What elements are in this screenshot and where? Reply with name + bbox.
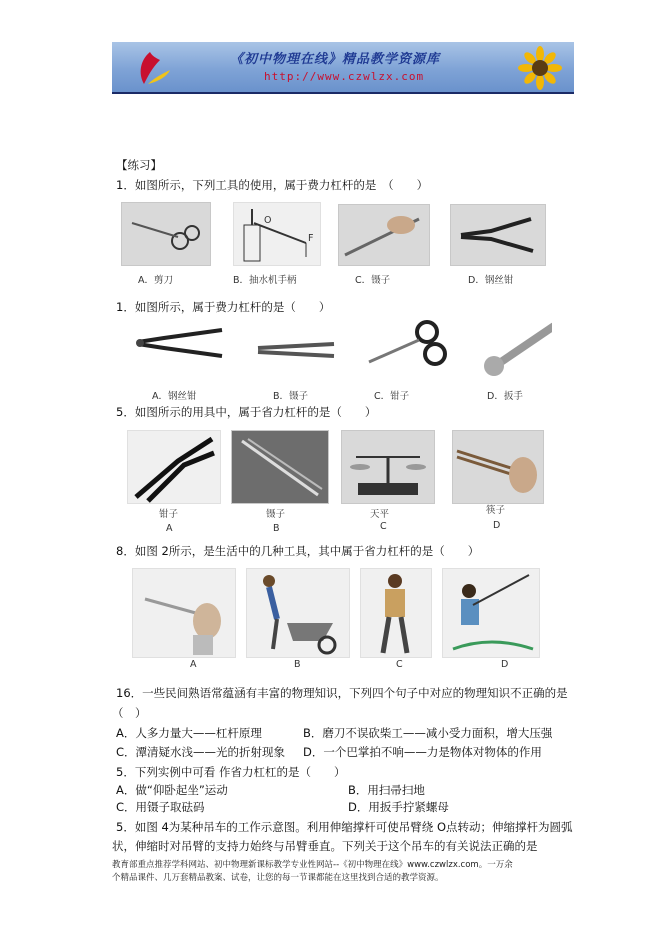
q4-letter-c: C — [396, 659, 403, 670]
footer-line2: 个精品课件、几万套精品教案、试卷，让您的每一节课都能在这里找到合适的教学资源。 — [112, 873, 444, 883]
q1-caption-a: A．剪刀 — [138, 275, 173, 286]
q7-line2: 状，伸缩时对吊臂的支持力始终与吊臂垂直。下列关于这个吊车的有关说法正确的是 — [112, 839, 538, 853]
q3-name-c: 天平 — [370, 509, 390, 520]
q6-option-d: D．用扳手拧紧螺母 — [348, 800, 449, 814]
q3-tweezers-image — [231, 430, 329, 504]
q5-option-b: B．磨刀不误砍柴工——减小受力面积，增大压强 — [303, 726, 553, 740]
q6-option-a: A．做“仰卧起坐”运动 — [116, 783, 228, 797]
q4-letter-d: D — [501, 659, 509, 670]
q1-text: 1．如图所示，下列工具的使用，属于费力杠杆的是 （ ） — [116, 178, 429, 192]
q3-letter-a: A — [166, 523, 173, 534]
q5-option-d: D．一个巴掌拍不响——力是物体对物体的作用 — [303, 745, 542, 759]
q4-person-image — [360, 568, 432, 658]
q2-caption-a: A．钢丝钳 — [152, 391, 197, 402]
hand-tweezers-icon — [133, 569, 235, 657]
q3-letter-d: D — [493, 520, 501, 531]
q3-chopsticks-image — [452, 430, 544, 504]
scissors-icon — [122, 203, 210, 265]
q5-paren: （ ） — [112, 706, 147, 720]
q6-text: 5．下列实例中可看 作省力杠杠的是（ ） — [116, 765, 346, 779]
q4-text: 8．如图 2所示，是生活中的几种工具，其中属于省力杠杆的是（ ） — [116, 544, 480, 558]
q2-caption-b: B．镊子 — [273, 391, 309, 402]
q1-caption-c: C．镊子 — [355, 275, 391, 286]
q3-text: 5．如图所示的用具中，属于省力杠杆的是（ ） — [116, 405, 377, 419]
q6-option-b: B．用扫帚扫地 — [348, 783, 425, 797]
pliers-icon — [128, 431, 220, 503]
wheelbarrow-icon — [247, 569, 349, 657]
q3-letter-b: B — [273, 523, 280, 534]
q2-caption-d: D．扳手 — [487, 391, 523, 402]
q1-caption-d: D．钢丝钳 — [468, 275, 514, 286]
pump-force-label: F — [308, 233, 314, 244]
q3-letter-c: C — [380, 521, 387, 532]
q2-text: 1．如图所示，属于费力杠杆的是（ ） — [116, 300, 331, 314]
q4-letter-b: B — [294, 659, 301, 670]
banner-title: 《初中物理在线》精品教学资源库 — [230, 52, 441, 67]
q3-name-d: 筷子 — [486, 505, 506, 516]
q2-bolt-cutter-icon — [134, 326, 226, 360]
q5-option-a: A．人多力量大——杠杆原理 — [116, 726, 262, 740]
q6-option-c: C．用镊子取砝码 — [116, 800, 205, 814]
tweezers-icon — [232, 431, 328, 503]
q3-balance-image — [341, 430, 435, 504]
site-logo-icon — [130, 48, 174, 88]
fishing-icon — [443, 569, 539, 657]
q4-fishing-image — [442, 568, 540, 658]
banner-url[interactable]: http://www.czwlzx.com — [264, 70, 425, 83]
q2-tweezers-icon — [256, 340, 338, 362]
q3-name-a: 钳子 — [159, 509, 179, 520]
q2-caption-c: C．钳子 — [374, 391, 410, 402]
header-banner — [112, 42, 574, 94]
q5-text: 16．一些民间熟语常蕴涵有丰富的物理知识，下列四个句子中对应的物理知识不正确的是 — [116, 686, 568, 700]
q5-option-c: C．潭清疑水浅——光的折射现象 — [116, 745, 286, 759]
person-squat-icon — [361, 569, 431, 657]
pump-pivot-label: O — [264, 215, 272, 226]
q1-tweezers-image — [338, 204, 430, 266]
q3-pliers-image — [127, 430, 221, 504]
q4-letter-a: A — [190, 659, 197, 670]
q1-pump-image — [233, 202, 321, 266]
chopsticks-icon — [453, 431, 543, 503]
section-title: 【练习】 — [116, 158, 162, 172]
wire-pliers-icon — [451, 205, 545, 265]
footer-line1: 教育部重点推荐学科网站、初中物理新课标教学专业性网站--《初中物理在线》www.czwlzx.com。一万余 — [112, 860, 513, 870]
q7-line1: 5．如图 4为某种吊车的工作示意图。利用伸缩撑杆可使吊臂绕 O点转动；伸缩撑杆为圆弧 — [116, 820, 573, 834]
sunflower-icon — [518, 46, 562, 90]
q1-pliers-image — [450, 204, 546, 266]
q1-caption-b: B．抽水机手柄 — [233, 275, 297, 286]
balance-scale-icon — [342, 431, 434, 503]
q4-wheelbarrow-image — [246, 568, 350, 658]
q2-wrench-icon — [478, 316, 568, 376]
q1-scissors-image — [121, 202, 211, 266]
tweezers-icon — [339, 205, 429, 265]
q3-name-b: 镊子 — [266, 509, 286, 520]
q4-tweezers-hand-image — [132, 568, 236, 658]
q2-scissors-icon — [365, 318, 451, 368]
